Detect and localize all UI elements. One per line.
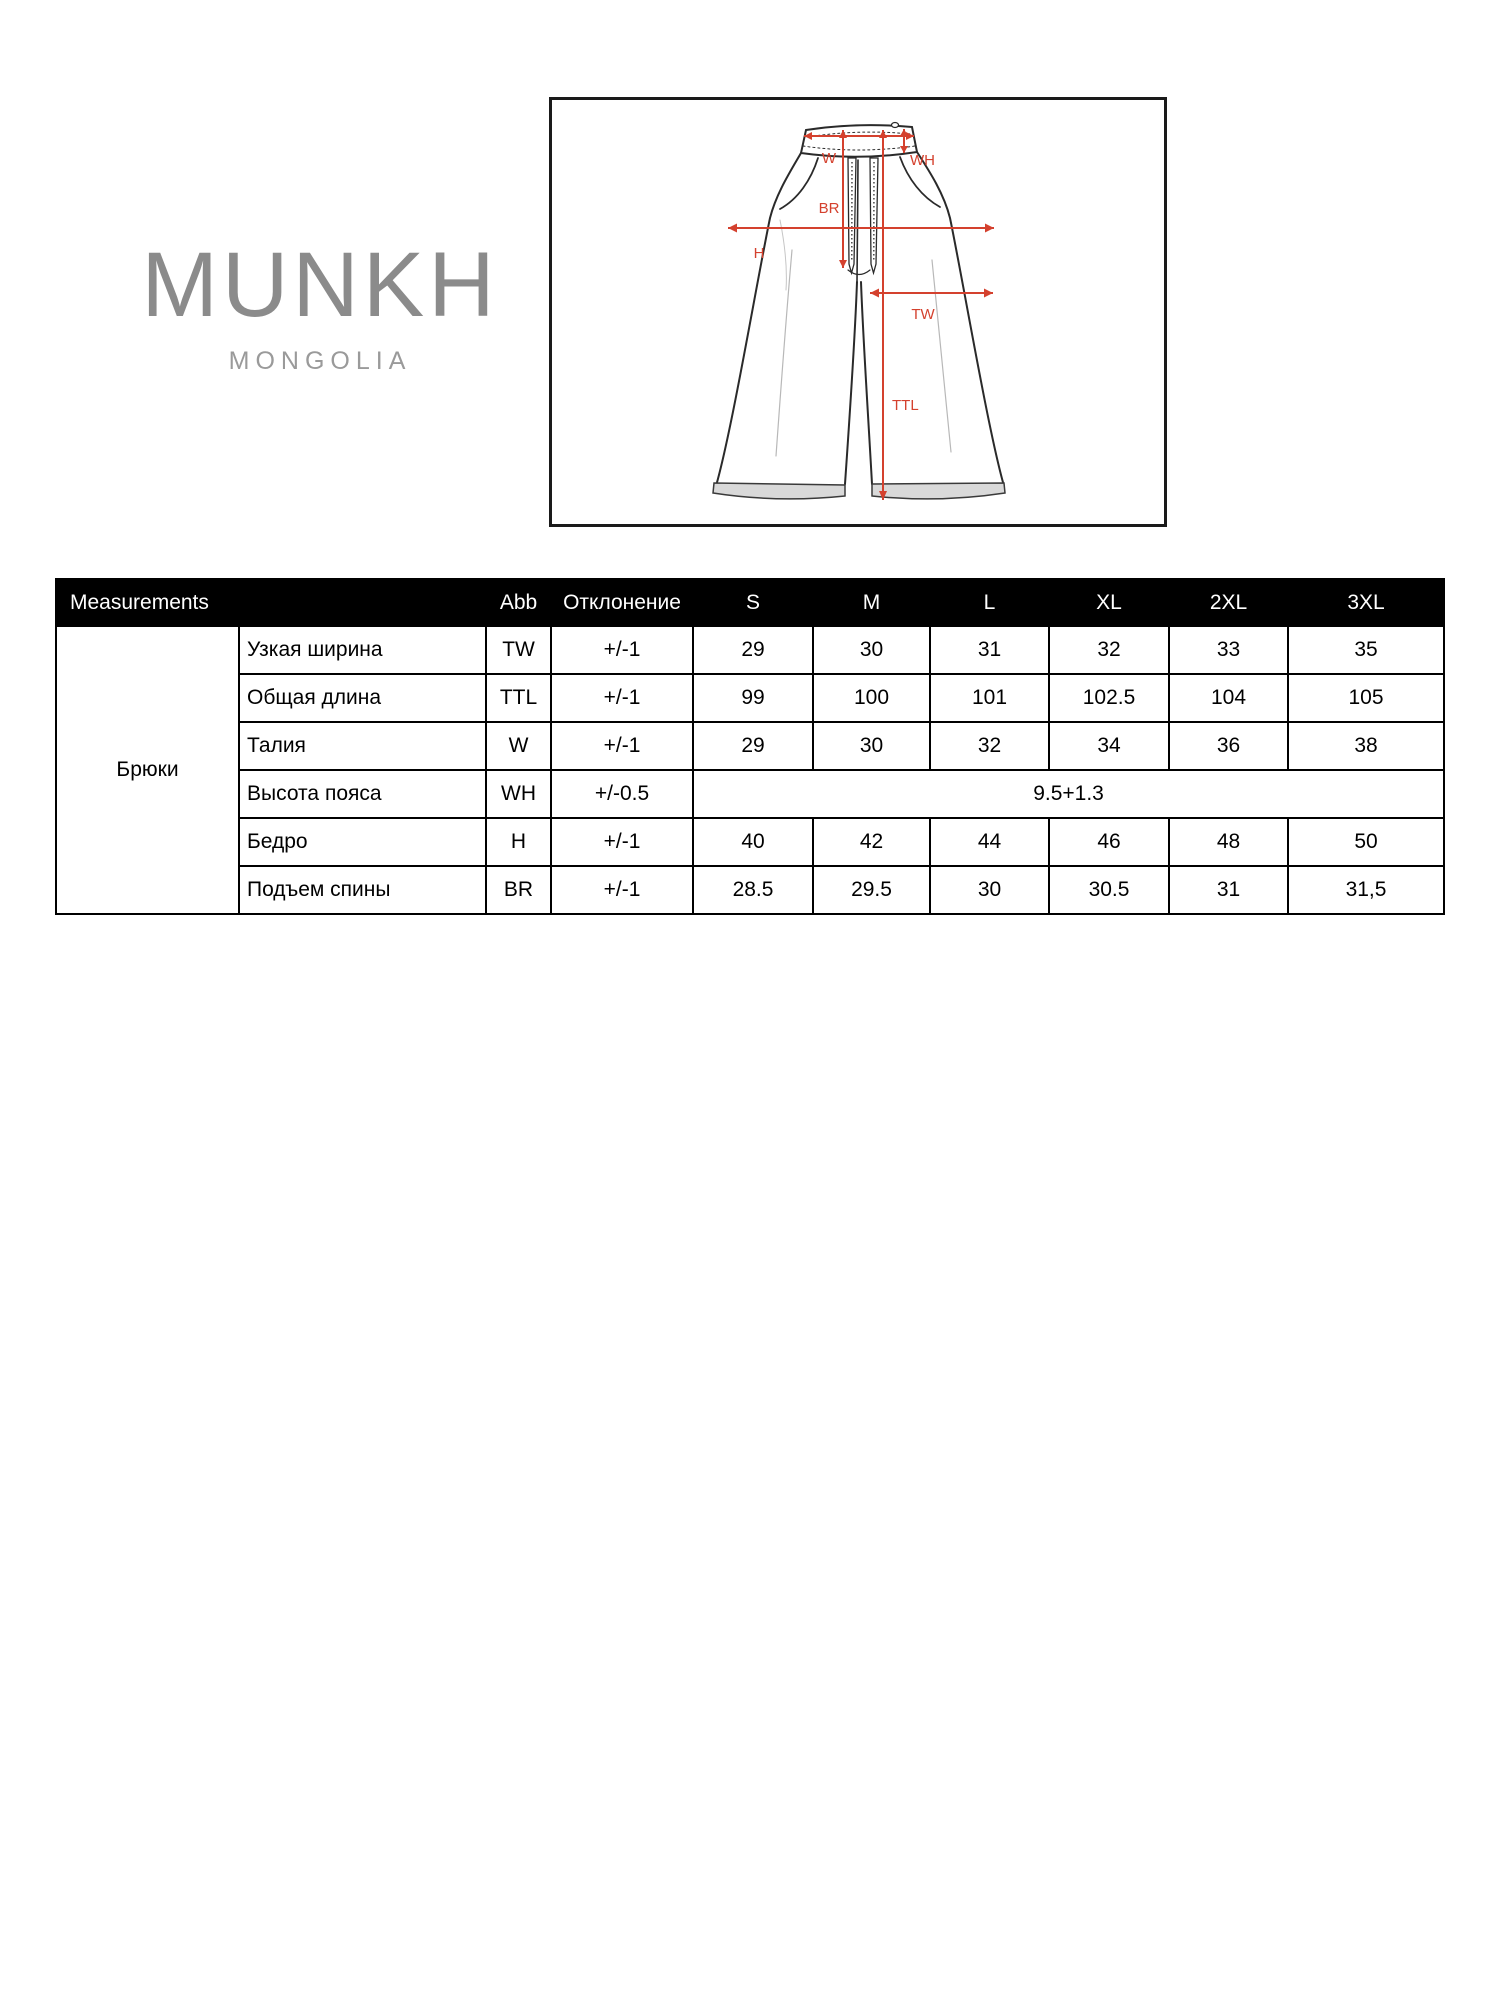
measurement-name-cell: Общая длина	[239, 674, 486, 722]
value-cell: 31	[930, 626, 1049, 674]
table-row	[56, 866, 1444, 914]
abbreviation-cell: W	[486, 722, 551, 770]
br-label: BR	[818, 200, 840, 217]
tolerance-cell: +/-1	[551, 626, 693, 674]
measurement-name-cell: Подъем спины	[239, 866, 486, 914]
value-cell: 32	[1049, 626, 1169, 674]
tolerance-cell: +/-0.5	[551, 770, 693, 818]
value-cell: 101	[930, 674, 1049, 722]
abbreviation-cell: H	[486, 818, 551, 866]
merged-value-cell: 9.5+1.3	[693, 770, 1444, 818]
value-cell: 104	[1169, 674, 1288, 722]
header-tolerance: Отклонение	[551, 579, 693, 626]
table-row	[56, 770, 1444, 818]
value-cell: 44	[930, 818, 1049, 866]
measurements-table	[55, 578, 1445, 915]
value-cell: 38	[1288, 722, 1444, 770]
table-row	[56, 674, 1444, 722]
tolerance-cell: +/-1	[551, 818, 693, 866]
measurement-name-cell: Бедро	[239, 818, 486, 866]
value-cell: 105	[1288, 674, 1444, 722]
table-row	[56, 722, 1444, 770]
header-size-xl: XL	[1049, 579, 1169, 626]
tw-label: TW	[911, 306, 935, 323]
value-cell: 30	[813, 722, 930, 770]
value-cell: 102.5	[1049, 674, 1169, 722]
table-row	[56, 818, 1444, 866]
brand-subtitle: MONGOLIA	[228, 347, 412, 375]
pants-technical-drawing	[552, 100, 1164, 524]
tolerance-cell: +/-1	[551, 674, 693, 722]
measurement-name-cell: Талия	[239, 722, 486, 770]
pants-outline	[716, 123, 1004, 487]
header-abb: Abb	[486, 579, 551, 626]
table-row	[56, 626, 1444, 674]
value-cell: 32	[930, 722, 1049, 770]
header-size-2xl: 2XL	[1169, 579, 1288, 626]
measurement-name-cell: Высота пояса	[239, 770, 486, 818]
measurement-annotations	[728, 129, 994, 500]
value-cell: 31	[1169, 866, 1288, 914]
tolerance-cell: +/-1	[551, 866, 693, 914]
pants-diagram-box	[549, 97, 1167, 527]
table-header-row	[56, 579, 1444, 626]
value-cell: 33	[1169, 626, 1288, 674]
value-cell: 35	[1288, 626, 1444, 674]
header-size-s: S	[693, 579, 813, 626]
header-size-l: L	[930, 579, 1049, 626]
abbreviation-cell: TTL	[486, 674, 551, 722]
value-cell: 30.5	[1049, 866, 1169, 914]
ttl-label: TTL	[892, 397, 919, 414]
brand-name: MUNKH	[141, 234, 499, 336]
value-cell: 30	[813, 626, 930, 674]
value-cell: 34	[1049, 722, 1169, 770]
value-cell: 30	[930, 866, 1049, 914]
value-cell: 29.5	[813, 866, 930, 914]
wh-label: WH	[910, 152, 935, 169]
tolerance-cell: +/-1	[551, 722, 693, 770]
pants-hems	[713, 483, 1005, 499]
w-label: W	[821, 150, 837, 167]
value-cell: 42	[813, 818, 930, 866]
value-cell: 48	[1169, 818, 1288, 866]
value-cell: 29	[693, 626, 813, 674]
value-cell: 31,5	[1288, 866, 1444, 914]
abbreviation-cell: WH	[486, 770, 551, 818]
value-cell: 99	[693, 674, 813, 722]
h-label: H	[753, 245, 765, 262]
value-cell: 28.5	[693, 866, 813, 914]
value-cell: 46	[1049, 818, 1169, 866]
brand-logo	[120, 234, 520, 376]
value-cell: 40	[693, 818, 813, 866]
category-cell: Брюки	[56, 626, 239, 914]
value-cell: 29	[693, 722, 813, 770]
measurement-name-cell: Узкая ширина	[239, 626, 486, 674]
header-measurements: Measurements	[56, 579, 486, 626]
header-size-3xl: 3XL	[1288, 579, 1444, 626]
abbreviation-cell: BR	[486, 866, 551, 914]
abbreviation-cell: TW	[486, 626, 551, 674]
value-cell: 100	[813, 674, 930, 722]
table-body	[56, 626, 1444, 914]
drawstrings	[848, 158, 878, 273]
header-size-m: M	[813, 579, 930, 626]
value-cell: 50	[1288, 818, 1444, 866]
value-cell: 36	[1169, 722, 1288, 770]
